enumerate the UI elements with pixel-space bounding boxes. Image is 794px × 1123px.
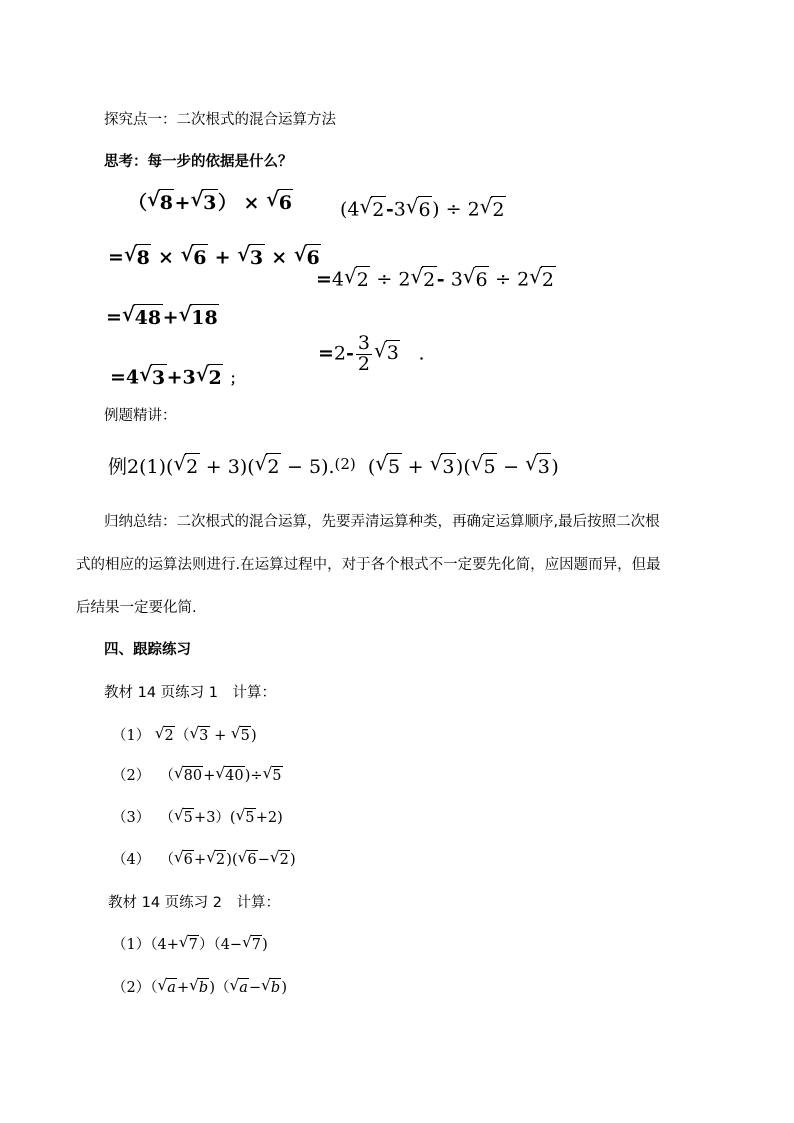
left-step-2: =√ 8 × √ 6 + √ 3 × √ 6 bbox=[108, 244, 321, 269]
left-step-4: =4√ 3+3√ 2 ； bbox=[110, 364, 244, 389]
example-heading: 例题精讲： bbox=[104, 408, 177, 424]
section-heading: 探究点一：二次根式的混合运算方法 bbox=[104, 112, 336, 128]
exercise1-title: 教材 14 页练习 1 计算： bbox=[104, 685, 277, 701]
exercise1-item-3: （3） （√ 5+3）(√ 5+2) bbox=[112, 806, 283, 827]
exercise1-item-2: （2） （√ 80+√ 40)÷√ 5 bbox=[112, 764, 283, 785]
right-step-3: =2- $\frac{3}{2}$ √ 3 . bbox=[318, 334, 424, 375]
exercise2-title: 教材 14 页练习 2 计算： bbox=[108, 895, 281, 911]
exercise2-item-2: （2）（√ a+√ b)（√ a−√ b) bbox=[112, 976, 287, 997]
left-step-3: =√ 48+√ 18 bbox=[106, 304, 219, 329]
exercise2-item-1: （1）（4+√ 7）（4−√ 7) bbox=[112, 933, 268, 954]
summary-line-2: 式的相应的运算法则进行.在运算过程中，对于各个根式不一定要先化简，应因题而异，但最 bbox=[76, 557, 661, 573]
think-prompt: 思考：每一步的依据是什么？ bbox=[104, 154, 293, 170]
left-step-1: （√ 8+√ 3） × √ 6 bbox=[128, 188, 293, 215]
example-2: 例2(1)(√ 2 + 3)(√ 2 − 5).$^{(2)}$ (√ 5 + √ 3)(√ 5 − √ 3) bbox=[108, 452, 559, 479]
fraction: $\frac{3}{2}$ bbox=[357, 332, 370, 375]
exercise1-item-1: （1） √ 2（√ 3 + √ 5) bbox=[112, 724, 257, 745]
right-step-1: (4√ 2-3√ 6) ÷ 2√ 2 bbox=[340, 196, 506, 221]
exercise1-item-4: （4） （√ 6+√ 2)(√ 6−√ 2) bbox=[112, 848, 296, 869]
summary-line-1: 归纳总结：二次根式的混合运算，先要弄清运算种类，再确定运算顺序,最后按照二次根 bbox=[104, 514, 660, 530]
right-step-2: =4√ 2 ÷ 2√ 2- 3√ 6 ÷ 2√ 2 bbox=[316, 266, 556, 291]
summary-line-3: 后结果一定要化简. bbox=[76, 600, 197, 616]
section-four-heading: 四、跟踪练习 bbox=[104, 642, 191, 658]
